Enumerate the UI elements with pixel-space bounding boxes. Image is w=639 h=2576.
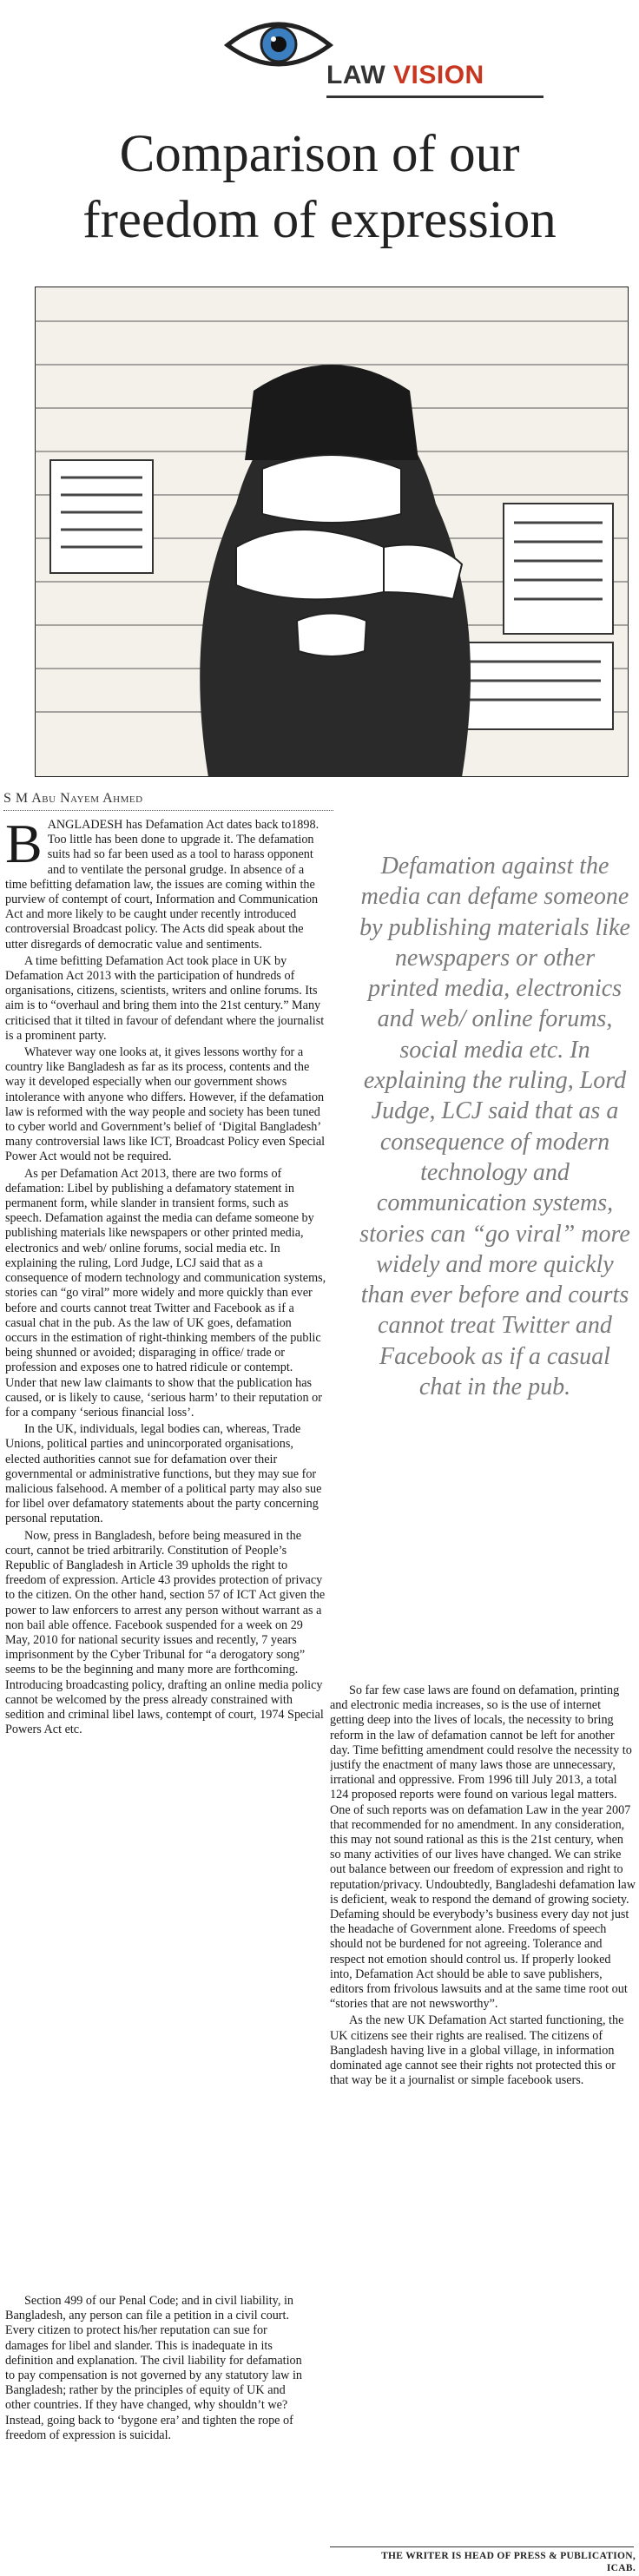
- paragraph-5: In the UK, individuals, legal bodies can, whereas, Trade Unions, political parties and unincorporated organisations, elected authorities cannot sue for defamation over their governmental or administrative functions, but they may sue for malicious falsehood. A member of a political party may also sue for libel over defamatory statements about the party concerning personal reputation.: [5, 1422, 322, 1526]
- paragraph-2: A time befitting Defamation Act took place in UK by Defamation Act 2013 with the participation of hundreds of organisations, citizens, scientists, writers and online forums. Its aim is to “overhaul and bring them into the 21st century.” Many criticised that it tilted in favour of defendant where the journalist is a prominent party.: [5, 953, 325, 1043]
- paragraph-3: Whatever way one looks at, it gives lessons worthy for a country like Bangladesh as far as its process, contents and the way it developed especially when our government shows intolerance with anyone who differs. However, if the defamation law is reformed with the way people and society has been tuned to cyber world and Government’s belief of ‘Digital Bangladesh’ many controversial laws like ICT, Broadcast Policy even Special Power Act would not be required.: [5, 1045, 326, 1164]
- paragraph-1: [5, 818, 326, 952]
- paragraph-8: So far few case laws are found on defamation, printing and electronic media increases, so is the use of internet getting deep into the lives of locals, the necessity to bring reform in the law of defamation cannot be left for another day. Time befitting amendment could resolve the necessity to justify the enactment of many laws those are unnecessary, irrational and oppressive. From 1996 till July 2013, a total 124 proposed reports were found on various legal matters. One of such reports was on defamation Law in the year 2007 that recommended for no amendment. In any consideration, this may not sound rational as this is the 21st century, when so many activities of our lives have changed. We can strike out balance between our freedom of expression and right to reputation/privacy. Undoubtedly, Bangladeshi defamation law is deficient, weak to respond the demand of growing society. Defaming should be everybody’s business every day not just the headache of Government alone. Freedoms of speech should not be burdened for not agreeing. Tolerance and respect not emotion should control us. If properly looked into, Defamation Act should be able to save publishers, editors from frivolous lawsuits and at the same time root out “stories that are not newsworthy”.: [330, 1683, 636, 2012]
- eye-icon: [224, 16, 333, 69]
- logo-text: [326, 61, 484, 90]
- paragraph-7: Section 499 of our Penal Code; and in civil liability, in Bangladesh, any person can file a petition in a civil court. Every citizen to protect his/her reputation can sue for damages for libel and slander. This is inadequate in its definition and explanation. The civil liability for defamation to pay compensation is not governed by any statutory law in Bangladesh; rather by the principles of equity of UK and other countries. If they have changed, why shouldn’t we? Instead, going back to ‘bygone era’ and tighten the rope of freedom of expression is suicidal.: [5, 2294, 303, 2442]
- byline-rule: [3, 810, 333, 811]
- writer-credit-line-2: ICAB.: [606, 2563, 636, 2573]
- silenced-man-illustration: [35, 287, 629, 777]
- footer-rule: [330, 2546, 634, 2547]
- paragraph-9: As the new UK Defamation Act started functioning, the UK citizens see their rights are realised. The citizens of Bangladesh having live in a global village, in information dominated age cannot see their rights not protected this or that way be it a journalist or simple facebook users.: [330, 2013, 624, 2088]
- drop-cap: B: [5, 818, 43, 874]
- article-column-1: [5, 818, 326, 2281]
- byline: [3, 791, 143, 807]
- writer-credit-line-1: THE WRITER IS HEAD OF PRESS & PUBLICATION,: [381, 2551, 636, 2561]
- headline-line-1: Comparison of our: [119, 125, 520, 183]
- article-column-1-bottom: [5, 2294, 309, 2576]
- headline: [17, 122, 622, 254]
- author-name: S M Abu Nayem Ahmed: [3, 791, 143, 806]
- writer-credit: [330, 2550, 636, 2574]
- paragraph-1-text: ANGLADESH has Defamation Act dates back to1898. Too little has been done to upgrade it. The defamation suits had so far been used as a tool to harass opponent and to ventilate the personal grudge. In absence of a time befitting defamation law, the issues are coming within the purview of contempt of court, Information and Communication Act and more likely to be caught under recently introduced controversial Broadcast policy. The Acts did speak about the utter disregards of democratic value and sentiments.: [5, 818, 320, 952]
- logo-underline: [326, 96, 543, 98]
- logo-part-vision: VISION: [393, 61, 484, 89]
- paragraph-6: Now, press in Bangladesh, before being measured in the court, cannot be tried arbitrarily. Constitution of People’s Republic of Bangladesh in Article 39 upholds the right to freedom of expression. Article 43 provides protection of privacy to the citizen. On the other hand, section 57 of ICT Act given the power to law enforcers to arrest any person without warrant as a non bail able offence. Facebook suspended for a week on 29 May, 2010 for national security issues and recently, 7 years imprisonment by the Cyber Tribunal for “a derogatory song” seems to be the beginning and many more are forthcoming. Introducing broadcasting policy, drafting an online media policy cannot be welcomed by the press already constrained with sedition and criminal libel laws, contempt of court, 1974 Special Powers Act etc.: [5, 1528, 326, 1737]
- paragraph-4: As per Defamation Act 2013, there are two forms of defamation: Libel by publishing a defamatory statement in permanent form, while slander in transient forms, such as speech. Defamation against the media can defame someone by publishing materials like newspapers or other printed media, electronics and web/ online forums, social media etc. In explaining the ruling, Lord Judge, LCJ said that as a consequence of modern technology and communication systems, stories can “go viral” more widely and more quickly than ever before and courts cannot treat Twitter and Facebook as if a casual chat in the pub. As the law of UK goes, defamation occurs in the estimation of right-thinking members of the public being shunned or avoided; disparaging in office/ trade or profession and exposes one to hatred ridicule or contempt. Under that new law claimants to show that the publication has caused, or is likely to cause, ‘serious harm’ to their reputation or for a company ‘serious financial loss’.: [5, 1166, 326, 1420]
- pull-quote: Defamation against the media can defame someone by publishing materials like newspapers or other printed media, electronics and web/ online forums, social media etc. In explaining the ruling, Lord Judge, LCJ said that as a consequence of modern technology and communication systems, stories can “go viral” more widely and more quickly than ever before and courts cannot treat Twitter and Facebook as if a casual chat in the pub.: [359, 853, 630, 1401]
- masthead: [0, 0, 639, 122]
- headline-line-2: freedom of expression: [82, 191, 557, 249]
- logo-part-law: LAW: [326, 61, 386, 89]
- article-column-2: [330, 1683, 636, 2552]
